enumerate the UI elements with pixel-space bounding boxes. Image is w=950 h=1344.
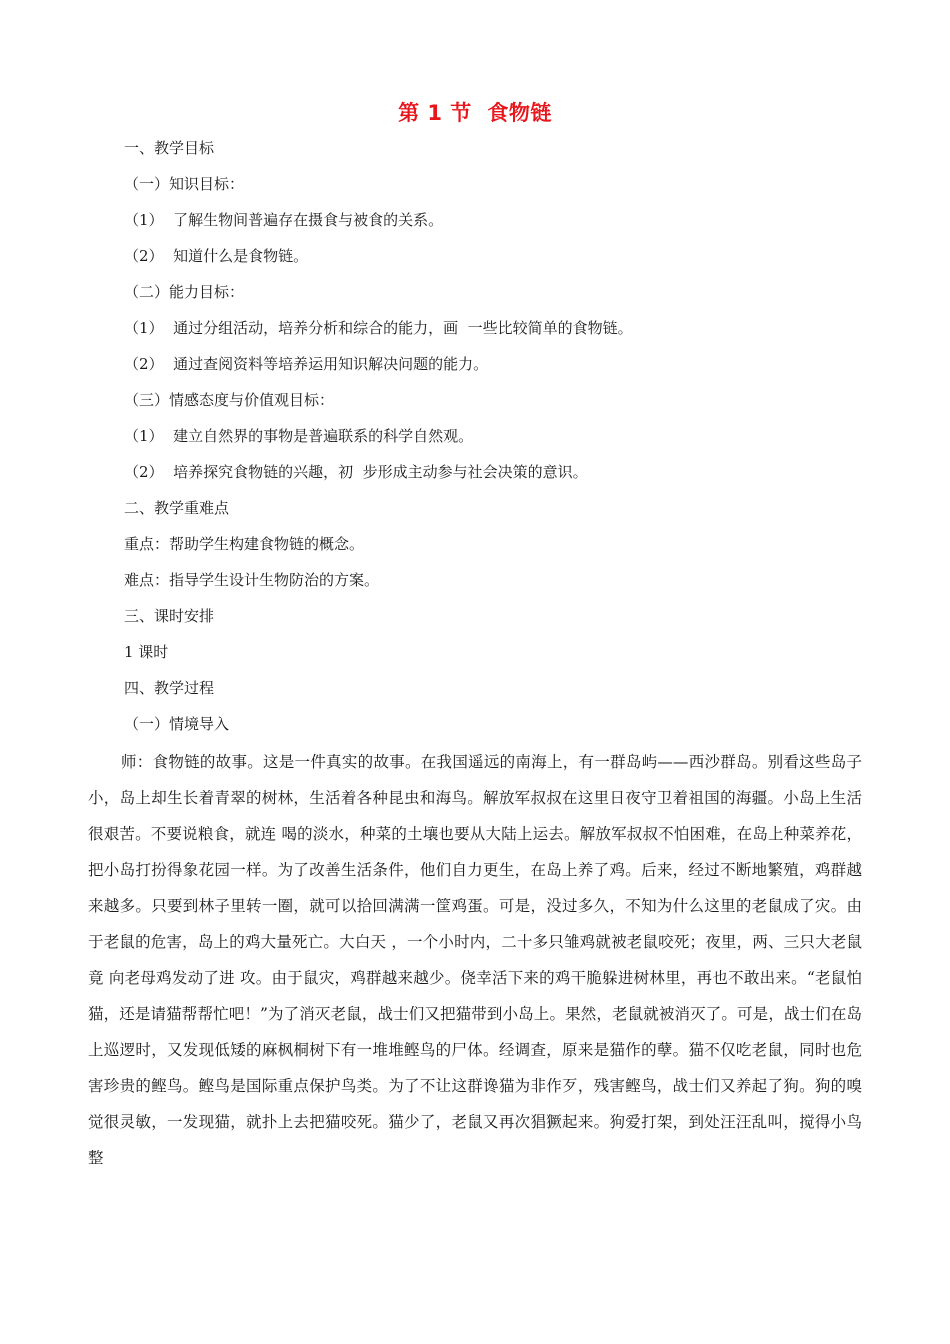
section-heading-schedule: 三、课时安排 bbox=[124, 607, 215, 625]
section-heading-objectives: 一、教学目标 bbox=[124, 139, 215, 157]
difficulty-text: 难点：指导学生设计生物防治的方案。 bbox=[124, 571, 380, 589]
subheading-knowledge: （一）知识目标： bbox=[124, 175, 245, 193]
list-item: （2） 通过查阅资料等培养运用知识解决问题的能力。 bbox=[124, 355, 489, 373]
subheading-ability: （二）能力目标： bbox=[124, 283, 245, 301]
list-item: （1） 建立自然界的事物是普遍联系的科学自然观。 bbox=[124, 427, 474, 445]
list-item: （1） 了解生物间普遍存在摄食与被食的关系。 bbox=[124, 211, 444, 229]
page-title: 第 1 节 食物链 bbox=[398, 101, 552, 125]
section-heading-key-points: 二、教学重难点 bbox=[124, 499, 230, 517]
list-item: （2） 培养探究食物链的兴趣，初 步形成主动参与社会决策的意识。 bbox=[124, 463, 588, 481]
section-heading-process: 四、教学过程 bbox=[124, 679, 215, 697]
story-paragraph: 师：食物链的故事。这是一件真实的故事。在我国遥远的南海上，有一群岛屿——西沙群岛。别看这些岛子小，岛上却生长着青翠的树林，生活着各种昆虫和海鸟。解放军叔叔在这里日夜守卫着祖国的海疆。小岛上生活很艰苦。不要说粮食，就连 喝的淡水，种菜的土壤也要从大陆上运去。解放军叔叔不怕困难，在岛上种菜养花，把小岛打扮得象花园一样。为了改善生活条件，他们自力更生，在岛上养了鸡。后来，经过不断地繁殖，鸡群越来越多。只要到林子里转一圈，就可以拾回满满一筐鸡蛋。可是，没过多久，不知为什么这里的老鼠成了灾。由于老鼠的危害，岛上的鸡大量死亡。大白天 ，一个小时内，二十多只雏鸡就被老鼠咬死；夜里，两、三只大老鼠竟 向老母鸡发动了进 攻。由于鼠灾，鸡群越来越少。侥幸活下来的鸡干脆躲进树林里，再也不敢出来。“老鼠怕猫，还是请猫帮帮忙吧！”为了消灭老鼠，战士们又把猫带到小岛上。果然，老鼠就被消灭了。可是，战士们在岛上巡逻时，又发现低矮的麻枫桐树下有一堆堆鲣鸟的尸体。经调查，原来是猫作的孽。猫不仅吃老鼠，同时也危害珍贵的鲣鸟。鲣鸟是国际重点保护鸟类。为了不让这群谗猫为非作歹，残害鲣鸟，战士们又养起了狗。狗的嗅觉很灵敏，一发现猫，就扑上去把猫咬死。猫少了，老鼠又再次猖獗起来。狗爱打架，到处汪汪乱叫，搅得小鸟整 bbox=[88, 753, 862, 1167]
key-point-text: 重点：帮助学生构建食物链的概念。 bbox=[124, 535, 365, 553]
subheading-attitude: （三）情感态度与价值观目标： bbox=[124, 391, 335, 409]
list-item: （1） 通过分组活动，培养分析和综合的能力，画 一些比较简单的食物链。 bbox=[124, 319, 633, 337]
subheading-intro: （一）情境导入 bbox=[124, 715, 230, 733]
list-item: （2） 知道什么是食物链。 bbox=[124, 247, 309, 265]
schedule-text: 1 课时 bbox=[124, 643, 169, 661]
